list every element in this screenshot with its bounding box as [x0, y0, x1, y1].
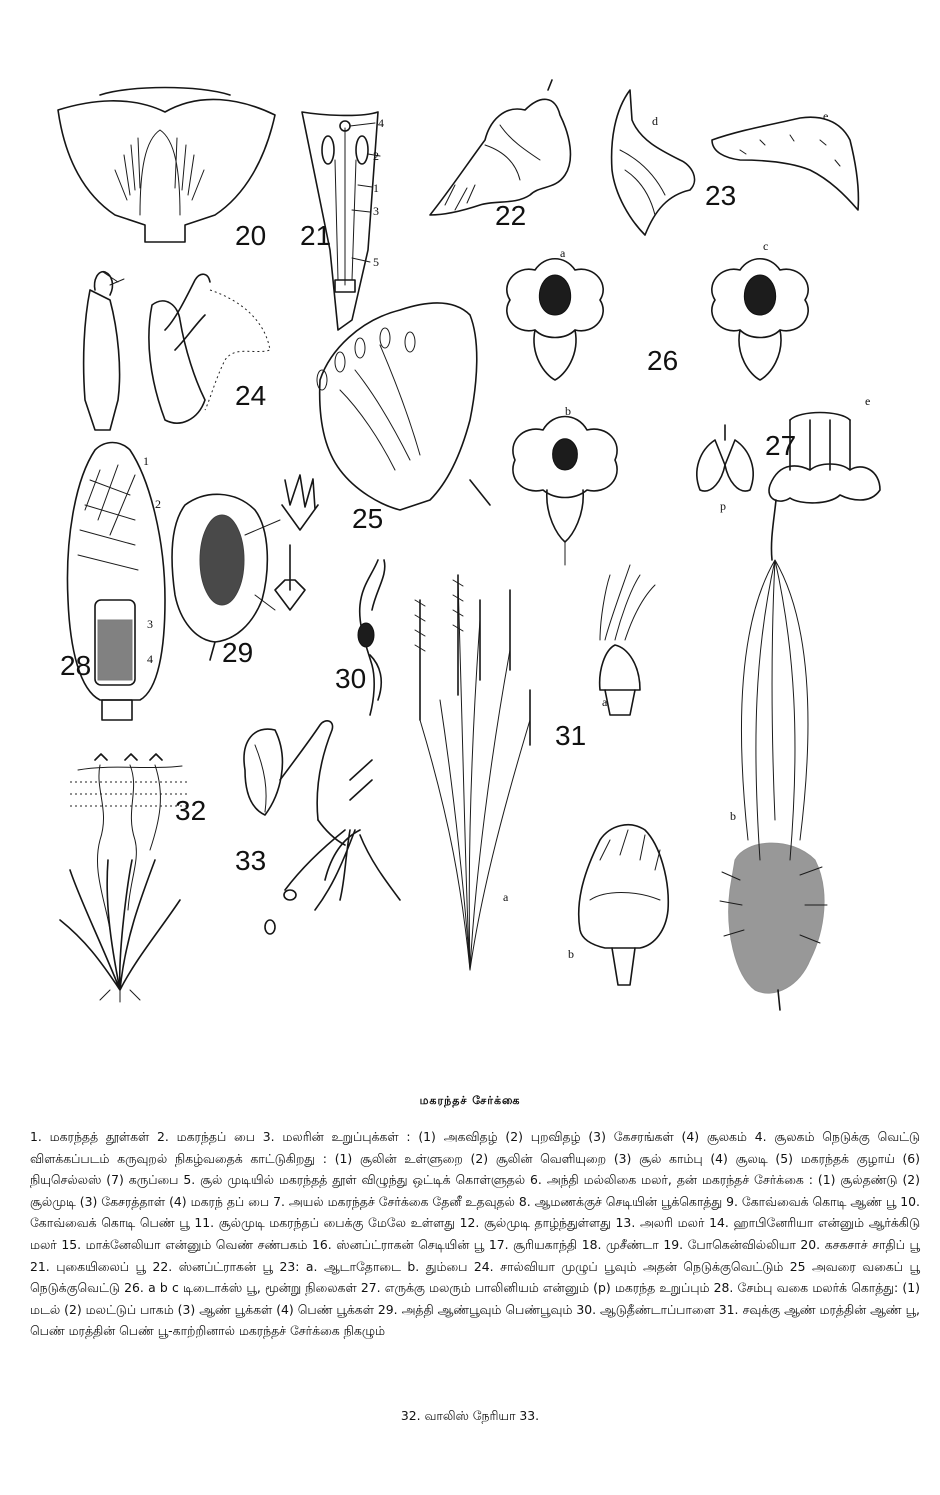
figure-number-26: 26 — [647, 345, 679, 376]
figure-29-fig-syconium — [172, 475, 318, 668]
figure-number-23: 23 — [705, 180, 737, 211]
figure-26-tridax-stages — [507, 239, 808, 565]
figure-number-24: 24 — [235, 380, 267, 411]
fig28-label-4: 4 — [147, 652, 153, 666]
figure-25-bean-section — [317, 303, 490, 534]
figure-number-22: 22 — [495, 200, 527, 231]
figure-23-flowers-d-e — [612, 90, 859, 235]
figure-number-28: 28 — [60, 650, 92, 681]
fig23-label-d: d — [652, 114, 658, 128]
figure-number-31: 31 — [555, 720, 587, 751]
figure-28-arum-spadix — [60, 443, 165, 721]
figure-30-aristolochia — [335, 560, 385, 715]
figure-21-tobacco-section — [300, 112, 384, 330]
figure-number-29: 29 — [222, 637, 254, 668]
fig31-label-a-flower: a — [602, 695, 608, 709]
fig21-label-2: 2 — [373, 149, 379, 163]
fig28-label-1: 1 — [143, 454, 149, 468]
fig31-label-a-stalk: a — [503, 890, 509, 904]
figure-24-salvia — [84, 272, 270, 430]
fig27-label-e: e — [865, 394, 871, 408]
figure-number-21: 21 — [300, 220, 332, 251]
fig27-label-p: p — [720, 499, 726, 513]
fig23-label-e: e — [823, 109, 829, 123]
fig31-label-b-flower: b — [568, 947, 574, 961]
figure-number-30: 30 — [335, 663, 367, 694]
fig21-label-3: 3 — [373, 204, 379, 218]
figure-32-vallisneria — [60, 754, 206, 1002]
fig31-label-b-tree: b — [730, 809, 736, 823]
figure-31-casuarina — [415, 500, 827, 1010]
figure-number-20: 20 — [235, 220, 267, 251]
caption-title: மகரந்தச் சேர்க்கை — [419, 1094, 521, 1107]
fig21-label-4: 4 — [378, 116, 384, 130]
figure-33-plant — [235, 721, 400, 934]
fig26-label-b: b — [565, 404, 571, 418]
fig28-label-2: 2 — [155, 497, 161, 511]
caption-last-line: 32. வாலிஸ் நேரியா 33. — [400, 1408, 540, 1423]
fig28-label-3: 3 — [147, 617, 153, 631]
figure-22-snapdragon — [430, 80, 570, 231]
figure-20-poppy-section — [58, 88, 275, 252]
figure-27-calotropis-pollinium — [697, 394, 880, 513]
figure-number-27: 27 — [765, 430, 797, 461]
fig21-label-1: 1 — [373, 181, 379, 195]
caption-body: 1. மகரந்தத் தூள்கள் 2. மகரந்தப் பை 3. மலரின் உறுப்புக்கள் : (1) அகவிதழ் (2) புறவிதழ் (3) கேசரங்கள் (4) சூலகம் 4. சூலகம் நெடுக்கு வெட்டு விளக்கப்படம் கருவுறல் நிகழ்வதைக் காட்டுகிறது : (1) சூலின் உள்ளுறை (2) சூலின் வெளியுறை (3) சூல் காம்பு (4) சூலடி (5) மகரந்தக் குழாய் (6) நியுசெல்லஸ் (7) கருப்பை 5. சூல் முடியில் மகரந்தத் தூள் விழுந்து ஒட்டிக் கொள்ளுதல் 6. அந்தி மல்லிகை மலர், தன் மகரந்தச் சேர்க்கை : (1) சூல்தண்டு (2) சூல்முடி (3) கேசரத்தாள் (4) மகரந் தப் பை 7. அயல் மகரந்தச் சேர்க்கை தேனீ உதவுதல் 8. ஆமணக்குச் செடியின் பூக்கொத்து 9. கோவ்வைக் கொடி ஆண் பூ 10. கோவ்வைக் கொடி பெண் பூ 11. சூல்முடி மகரந்தப் பைக்கு மேலே உள்ளது 12. சூல்முடி தாழ்ந்துள்ளது 13. அலரி மலர் 14. ஹாபினேரியா என்னும் ஆர்க்கிடு மலர் 15. மாக்னேலியா என்னும் வெண் சண்பகம் 16. ஸ்னப்ட்ராகன் செடியின் பூ 17. சூரியகாந்தி 18. முசீண்டா 19. போகென்வில்லியா 20. கசகசாச் சாதிப் பூ 21. புகையிலைப் பூ 22. ஸ்னப்ட்ராகன் பூ 23: a. ஆடாதோடை b. தும்பை 24. சால்வியா முழுப் பூவும் அதன் நெடுக்குவெட்டும் 25 அவரை வகைப் பூ நெடுக்குவெட்டு 26. a b c டிடைாக்ஸ் பூ, மூன்று நிலைகள் 27. எருக்கு மலரும் பாலினியம் என்னும் (p) மகரந்த உறுப்பும் 28. சேம்பு வகை மலர்க் கொத்து: (1) மடல் (2) மலட்டுப் பாகம் (3) ஆண் பூக்கள் (4) பெண் பூக்கள் 29. அத்தி ஆண்பூவும் பெண்பூவும் 30. ஆடுதீண்டாப்பாளை 31. சவுக்கு ஆண் மரத்தின் ஆண் பூ, பெண் மரத்தின் பெண் பூ-காற்றினால் மகரந்தச் சேர்க்கை நிகழும் — [30, 1129, 920, 1339]
figure-number-32: 32 — [175, 795, 207, 826]
fig26-label-a: a — [560, 246, 566, 260]
fig21-label-5: 5 — [373, 255, 379, 269]
fig26-label-c: c — [763, 239, 769, 253]
figure-number-33: 33 — [235, 845, 267, 876]
figure-number-25: 25 — [352, 503, 384, 534]
